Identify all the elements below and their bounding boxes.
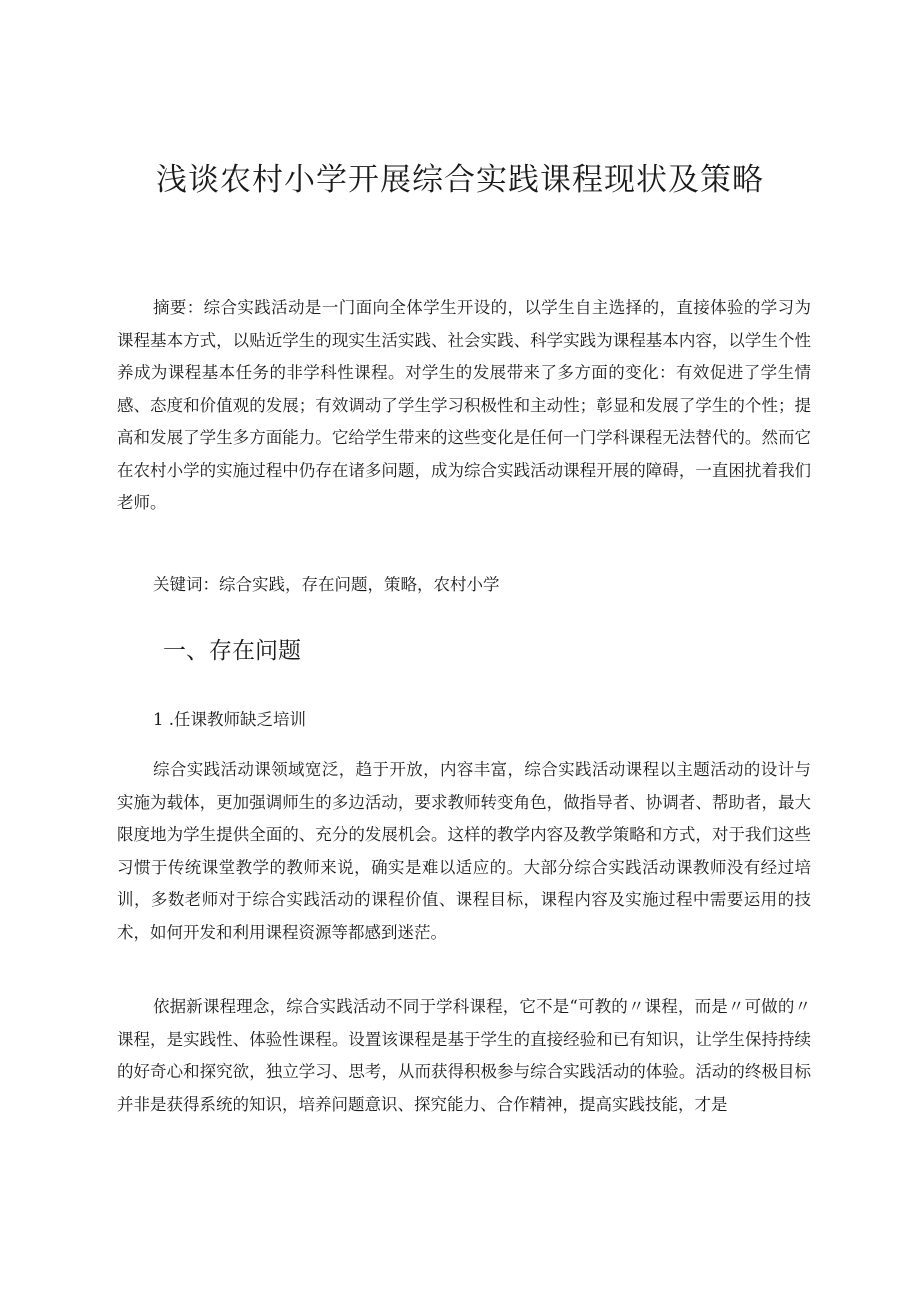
abstract-paragraph: 摘要：综合实践活动是一门面向全体学生开设的，以学生自主选择的，直接体验的学习为课程基本方式，以贴近学生的现实生活实践、社会实践、科学实践为课程基本内容，以学生个性养成为课程基本任务的非学科性课程。对学生的发展带来了多方面的变化：有效促进了学生情感、态度和价值观的发展；有效调动了学生学习积极性和主动性；彰显和发展了学生的个性；提高和发展了学生多方面能力。它给学生带来的这些变化是任何一门学科课程无法替代的。然而它在农村小学的实施过程中仍存在诸多问题，成为综合实践活动课程开展的障碍，一直困扰着我们老师。 bbox=[117, 298, 811, 512]
body-paragraph: 依据新课程理念，综合实践活动不同于学科课程，它不是“可教的〃课程，而是〃可做的〃课程，是实践性、体验性课程。设置该课程是基于学生的直接经验和已有知识，让学生保持持续的好奇心和探究欲，独立学习、思考，从而获得积极参与综合实践活动的体验。活动的终极目标并非是获得系统的知识，培养问题意识、探究能力、合作精神，提高实践技能，才是 bbox=[117, 997, 811, 1114]
section-heading: 一、存在问题 bbox=[163, 638, 301, 664]
document-title: 浅谈农村小学开展综合实践课程现状及策略 bbox=[156, 162, 764, 198]
subheading: 1 .任课教师缺乏培训 bbox=[153, 710, 306, 729]
body-paragraph: 综合实践活动课领域宽泛，趋于开放，内容丰富，综合实践活动课程以主题活动的设计与实施为载体，更加强调师生的多边活动，要求教师转变角色，做指导者、协调者、帮助者，最大限度地为学生提供全面的、充分的发展机会。这样的教学内容及教学策略和方式，对于我们这些习惯于传统课堂教学的教师来说，确实是难以适应的。大部分综合实践活动课教师没有经过培训，多数老师对于综合实践活动的课程价值、课程目标，课程内容及实施过程中需要运用的技术，如何开发和利用课程资源等都感到迷茫。 bbox=[117, 760, 811, 942]
keywords-line: 关键词：综合实践，存在问题，策略，农村小学 bbox=[153, 575, 500, 594]
